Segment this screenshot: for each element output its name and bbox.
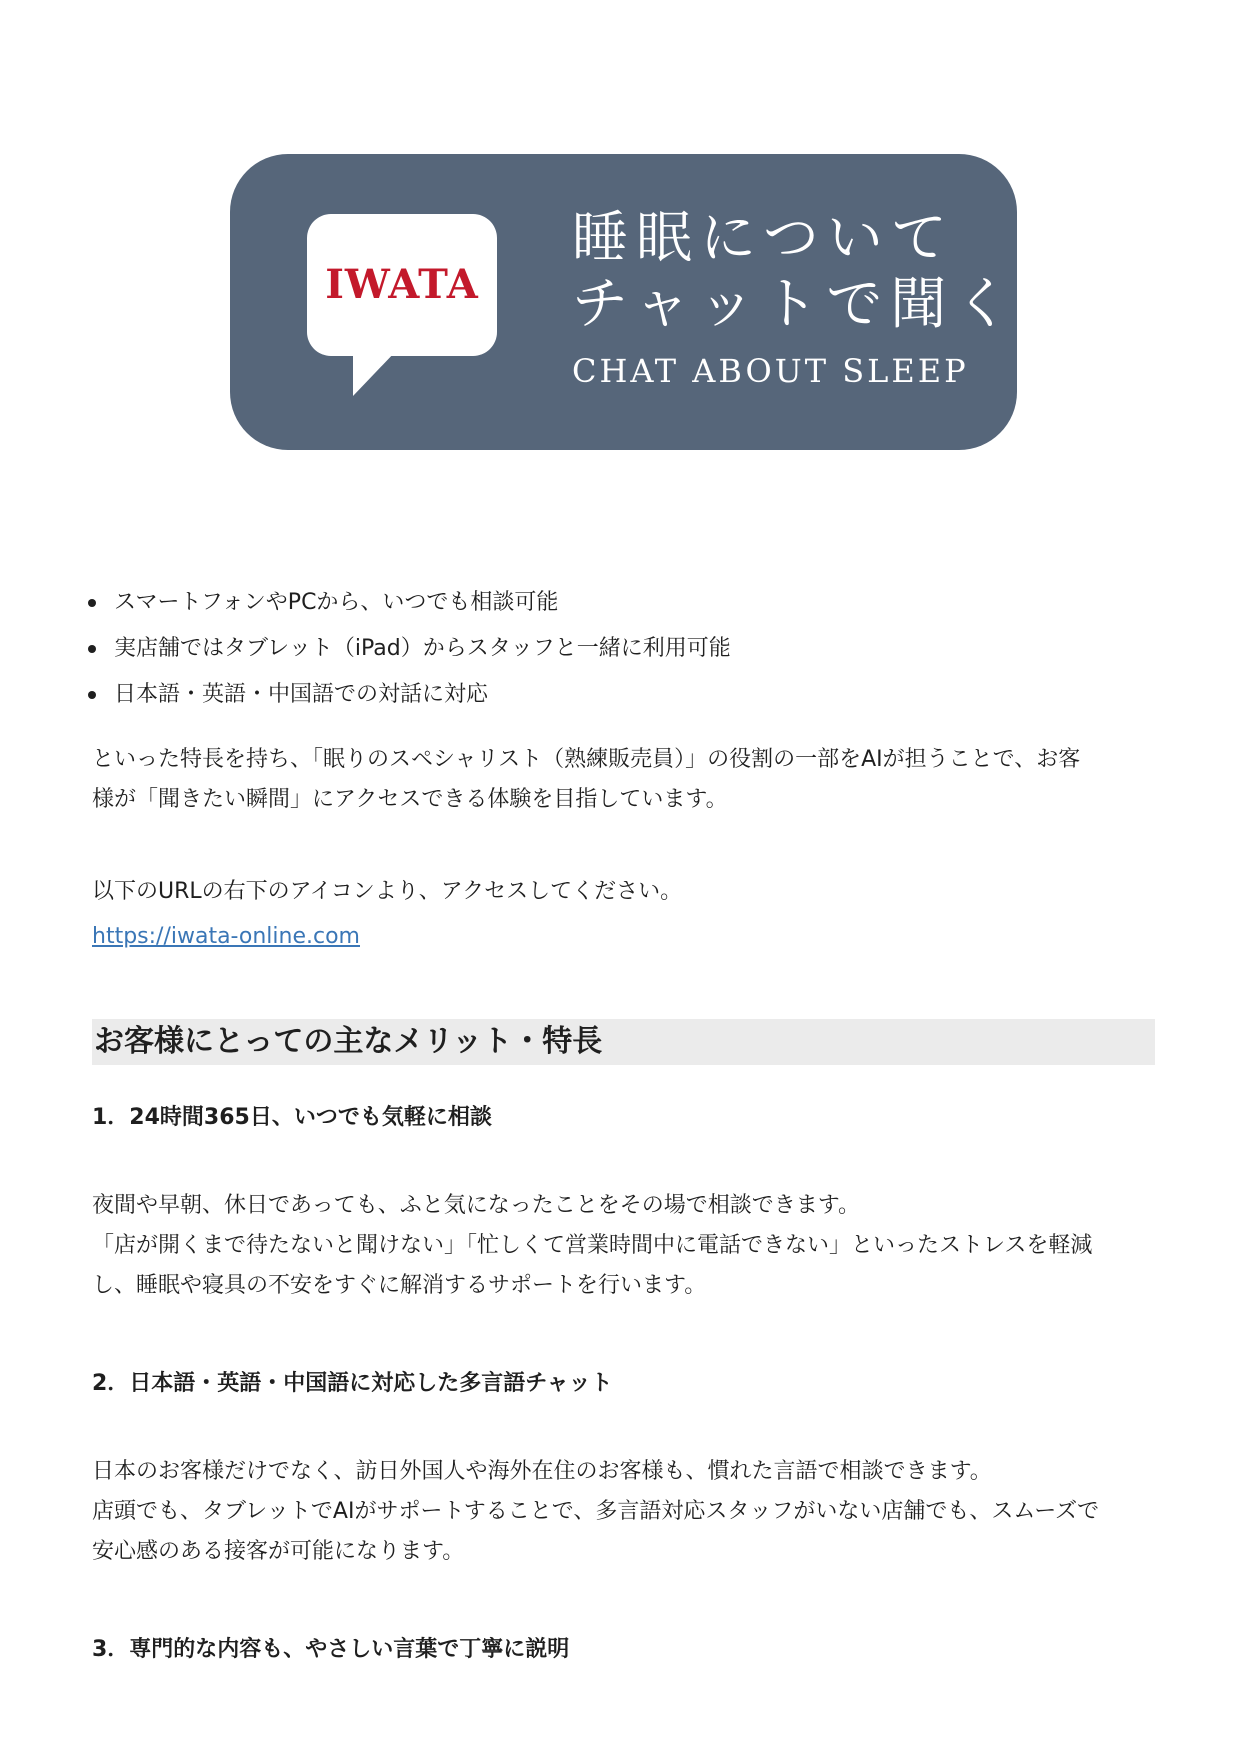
chat-banner[interactable] [230,154,1017,450]
list-item-text: スマートフォンやPCから、いつでも相談可能 [114,590,559,615]
banner-title-line2: チャットで聞く [572,272,1019,337]
intro-line: 様が「聞きたい瞬間」にアクセスできる体験を目指しています。 [92,787,728,812]
benefit-line: 日本のお客様だけでなく、訪日外国人や海外在住のお客様も、慣れた言語で相談できます。 [92,1459,992,1484]
feature-list [88,586,731,724]
banner-title [572,206,1019,338]
benefit-body [92,1452,1099,1572]
bullet-icon [88,691,96,699]
site-link[interactable]: https://iwata-online.com [92,924,360,949]
chat-bubble-logo [307,214,497,356]
access-text: 以下のURLの右下のアイコンより、アクセスしてください。 [92,879,683,904]
benefit-line: 店頭でも、タブレットでAIがサポートすることで、多言語対応スタッフがいない店舗でも、スムーズで [92,1499,1100,1524]
section-heading: お客様にとっての主なメリット・特長 [92,1019,1155,1065]
benefit-line: 安心感のある接客が可能になります。 [92,1539,465,1564]
list-item [88,586,731,632]
intro-paragraph [92,740,1080,820]
benefit-title: 2．日本語・英語・中国語に対応した多言語チャット [92,1371,613,1396]
benefit-line: 「店が開くまで待たないと聞けない」「忙しくて営業時間中に電話できない」といったストレスを軽減 [92,1233,1093,1258]
list-item-text: 日本語・英語・中国語での対話に対応 [114,682,489,707]
list-item-text: 実店舗ではタブレット（iPad）からスタッフと一緒に利用可能 [114,636,731,661]
benefit-title: 3．専門的な内容も、やさしい言葉で丁寧に説明 [92,1637,570,1662]
list-item [88,678,731,724]
chat-bubble-tail-icon [353,350,397,396]
intro-line: といった特長を持ち、「眠りのスペシャリスト（熟練販売員）」の役割の一部をAIが担うことで、お客 [92,747,1081,772]
bullet-icon [88,599,96,607]
banner-subtitle: CHAT ABOUT SLEEP [572,352,969,390]
bullet-icon [88,645,96,653]
iwata-logo: IWATA [325,261,479,308]
list-item [88,632,731,678]
benefit-line: し、睡眠や寝具の不安をすぐに解消するサポートを行います。 [92,1273,707,1298]
banner-title-line1: 睡眠について [572,206,955,271]
benefit-body [92,1186,1092,1306]
benefit-title: 1．24時間365日、いつでも気軽に相談 [92,1105,492,1130]
benefit-line: 夜間や早朝、休日であっても、ふと気になったことをその場で相談できます。 [92,1193,861,1218]
